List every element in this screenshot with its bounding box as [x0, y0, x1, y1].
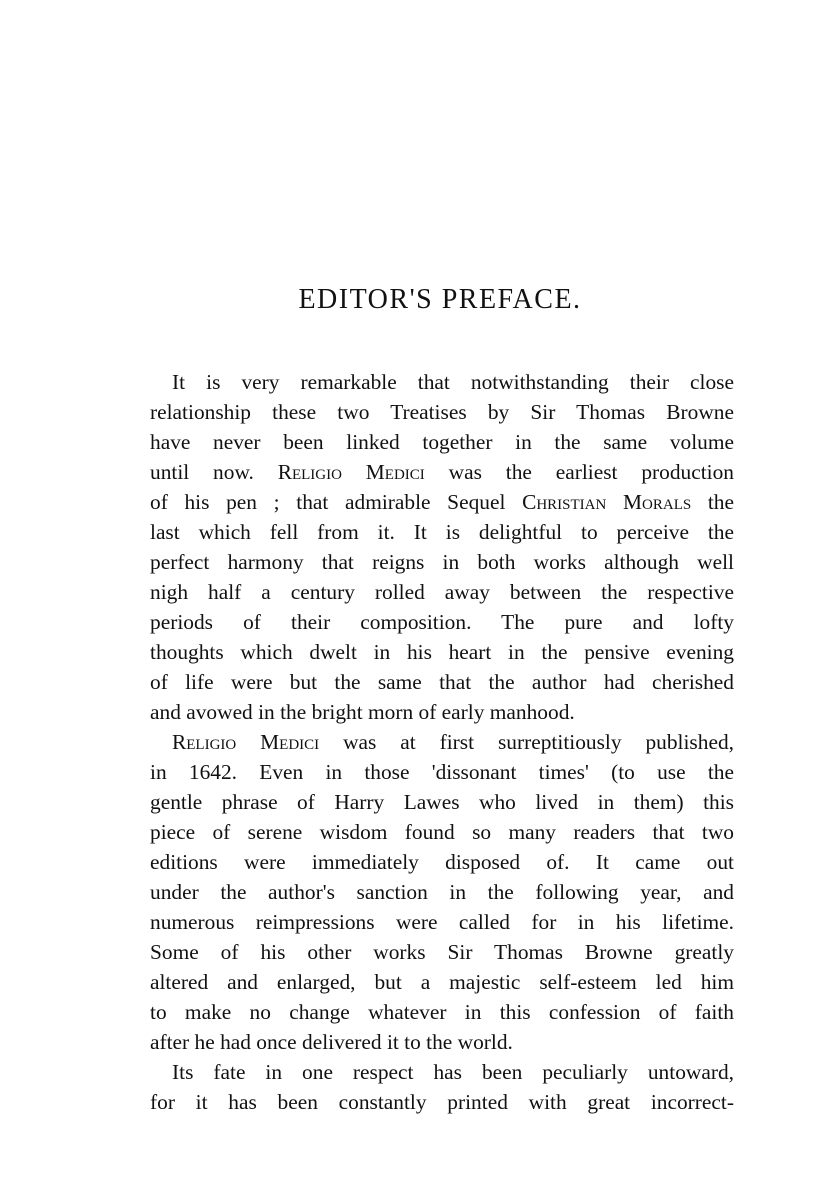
- text-line: piece of serene wisdom found so many readers that two: [150, 820, 734, 844]
- text-line: relationship these two Treatises by Sir Thomas Browne: [150, 400, 734, 424]
- text-line: altered and enlarged, but a majestic self-esteem led him: [150, 970, 734, 994]
- text-line: perfect harmony that reigns in both works although well: [150, 550, 734, 574]
- text-line: gentle phrase of Harry Lawes who lived in them) this: [150, 790, 734, 814]
- text-line: editions were immediately disposed of. It came out: [150, 850, 734, 874]
- text-line: Some of his other works Sir Thomas Browne greatly: [150, 940, 734, 964]
- text-line: to make no change whatever in this confession of faith: [150, 1000, 734, 1024]
- text-line: last which fell from it. It is delightful to perceive the: [150, 520, 734, 544]
- text-line: have never been linked together in the same volume: [150, 430, 734, 454]
- text-line: until now. Religio Medici was the earliest production: [150, 460, 735, 484]
- text-line: and avowed in the bright morn of early manhood.: [150, 700, 575, 724]
- text-line: of his pen ; that admirable Sequel Christian Morals the: [150, 490, 734, 514]
- text-line: in 1642. Even in those 'dissonant times' (to use the: [150, 760, 734, 784]
- text-line: It is very remarkable that notwithstanding their close: [172, 370, 734, 394]
- text-line: for it has been constantly printed with great incorrect-: [150, 1090, 734, 1114]
- text-line: Religio Medici was at first surreptitiously published,: [172, 730, 734, 754]
- text-line: numerous reimpressions were called for in his lifetime.: [150, 910, 734, 934]
- text-line: Its fate in one respect has been peculiarly untoward,: [172, 1060, 734, 1084]
- page-title: EDITOR'S PREFACE.: [298, 284, 582, 315]
- text-line: periods of their composition. The pure and lofty: [150, 610, 734, 634]
- preface-body: [150, 367, 734, 1117]
- text-line: thoughts which dwelt in his heart in the pensive evening: [150, 640, 734, 664]
- text-line: after he had once delivered it to the world.: [150, 1030, 513, 1054]
- text-line: under the author's sanction in the following year, and: [150, 880, 734, 904]
- text-line: nigh half a century rolled away between the respective: [150, 580, 734, 604]
- text-line: of life were but the same that the author had cherished: [150, 670, 734, 694]
